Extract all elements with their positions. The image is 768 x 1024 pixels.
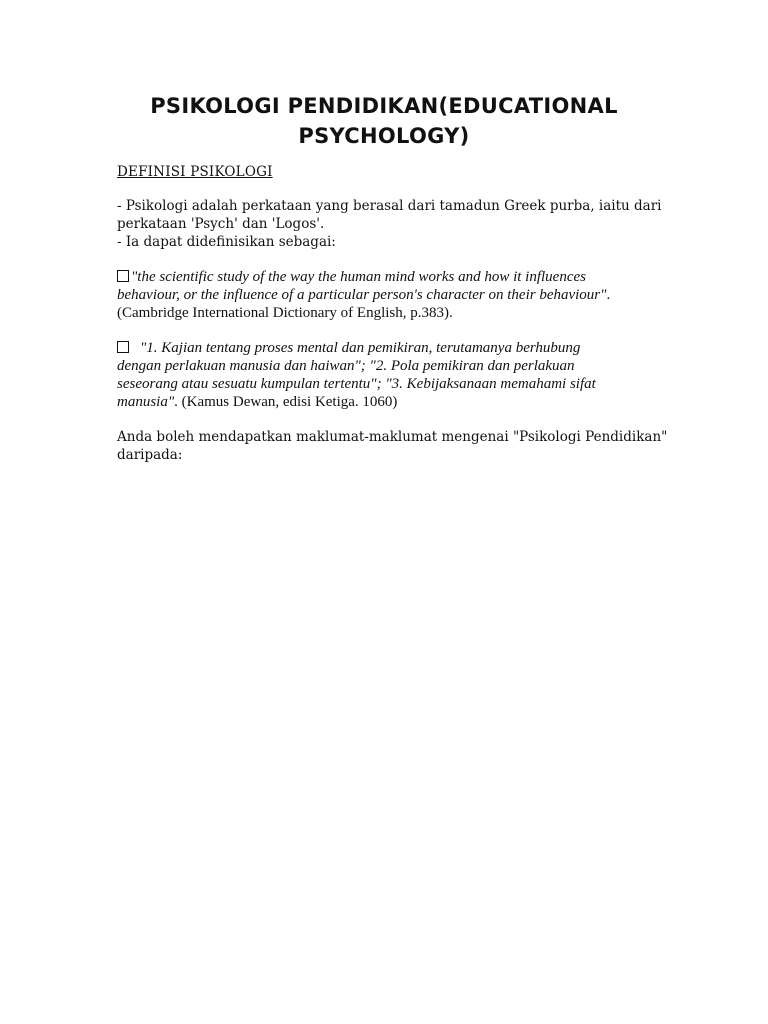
checkbox-bullet-icon bbox=[117, 341, 129, 353]
title-line-1: PSIKOLOGI PENDIDIKAN(EDUCATIONAL bbox=[150, 94, 618, 118]
intro-paragraph bbox=[117, 197, 677, 251]
closing-line-2: daripada: bbox=[117, 447, 183, 463]
definition-malay-source: . (Kamus Dewan, edisi Ketiga. 1060) bbox=[174, 394, 398, 410]
definition-malay bbox=[117, 339, 677, 411]
document-title bbox=[60, 91, 708, 151]
definition-english bbox=[117, 268, 677, 322]
definition-english-period: . bbox=[606, 287, 611, 303]
title-line-2: PSYCHOLOGY) bbox=[298, 124, 470, 148]
definition-malay-quote-line-2: dengan perlakuan manusia dan haiwan"; "2. Pola pemikiran dan perlakuan bbox=[117, 358, 575, 374]
checkbox-bullet-icon bbox=[117, 270, 129, 282]
definition-malay-quote-line-1: "1. Kajian tentang proses mental dan pemikiran, terutamanya berhubung bbox=[140, 340, 581, 356]
definition-english-quote-line-1: "the scientific study of the way the human mind works and how it influences bbox=[131, 269, 586, 285]
closing-line-1: Anda boleh mendapatkan maklumat-maklumat mengenai "Psikologi Pendidikan" bbox=[117, 429, 668, 445]
intro-line-2: perkataan 'Psych' dan 'Logos'. bbox=[117, 216, 325, 232]
section-heading: DEFINISI PSIKOLOGI bbox=[117, 164, 273, 180]
intro-line-1: - Psikologi adalah perkataan yang berasal dari tamadun Greek purba, iaitu dari bbox=[117, 198, 662, 214]
definition-malay-quote-line-3: seseorang atau sesuatu kumpulan tertentu"; "3. Kebijaksanaan memahami sifat bbox=[117, 376, 596, 392]
intro-line-3: - Ia dapat didefinisikan sebagai: bbox=[117, 234, 336, 250]
definition-malay-quote-line-4: manusia" bbox=[117, 394, 175, 410]
definition-english-quote-line-2: behaviour, or the influence of a particular person's character on their behaviour" bbox=[117, 287, 607, 303]
closing-paragraph bbox=[117, 428, 677, 464]
definition-english-source: (Cambridge International Dictionary of English, p.383). bbox=[117, 305, 453, 321]
document-body bbox=[117, 163, 677, 481]
